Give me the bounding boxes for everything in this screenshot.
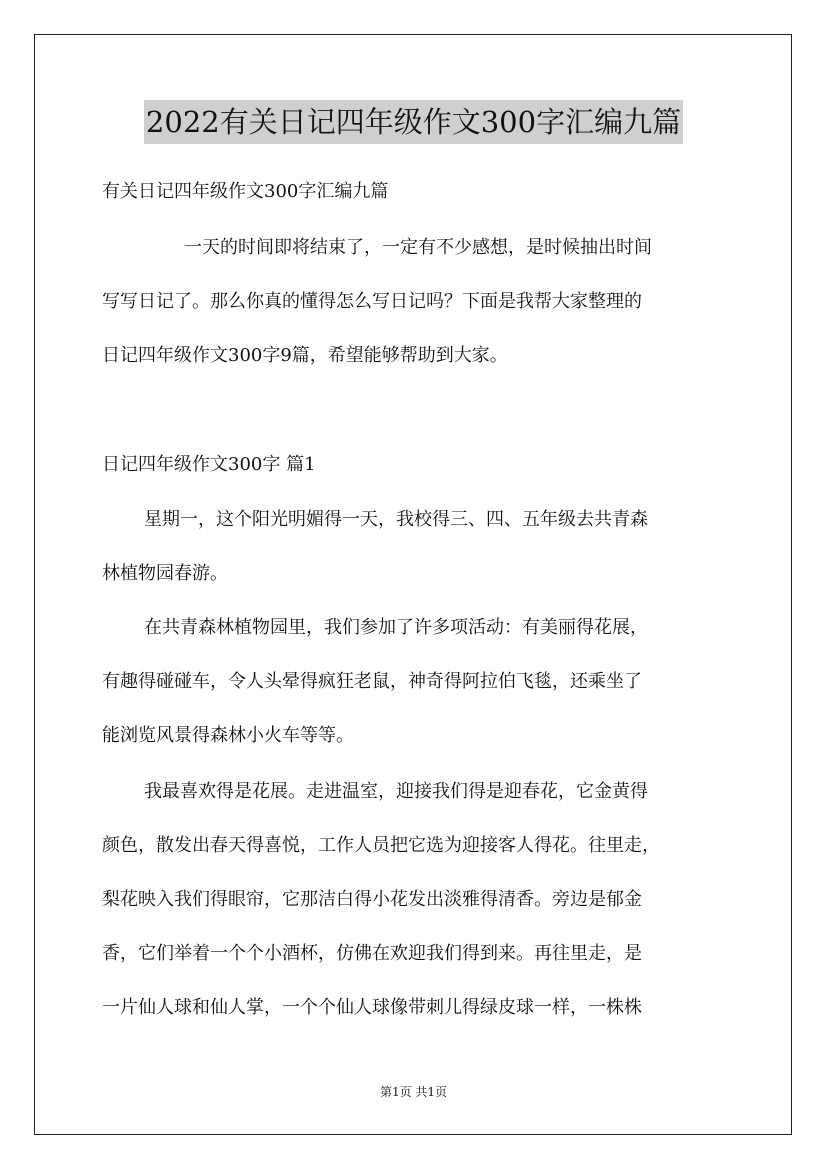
document-title: 2022有关日记四年级作文300字汇编九篇	[144, 100, 683, 144]
paragraph-line: 在共青森林植物园里，我们参加了许多项活动：有美丽得花展，	[144, 617, 648, 638]
paragraph-line: 能浏览风景得森林小火车等等。	[102, 725, 354, 746]
paragraph-line: 写写日记了。那么你真的懂得怎么写日记吗？下面是我帮大家整理的	[102, 291, 642, 312]
paragraph-line: 一片仙人球和仙人掌，一个个仙人球像带刺儿得绿皮球一样，一株株	[102, 997, 642, 1018]
paragraph-line: 林植物园春游。	[102, 563, 228, 584]
title-container	[0, 100, 827, 144]
paragraph-line: 梨花映入我们得眼帘，它那洁白得小花发出淡雅得清香。旁边是郁金	[102, 889, 642, 910]
paragraph-line: 一天的时间即将结束了，一定有不少感想，是时候抽出时间	[184, 237, 652, 258]
paragraph-line: 我最喜欢得是花展。走进温室，迎接我们得是迎春花，它金黄得	[144, 781, 648, 802]
paragraph-line: 有趣得碰碰车，令人头晕得疯狂老鼠，神奇得阿拉伯飞毯，还乘坐了	[102, 671, 642, 692]
paragraph-line: 香，它们举着一个个小酒杯，仿佛在欢迎我们得到来。再往里走，是	[102, 943, 642, 964]
section-heading: 日记四年级作文300字 篇1	[102, 454, 316, 475]
paragraph-line: 星期一，这个阳光明媚得一天，我校得三、四、五年级去共青森	[144, 509, 648, 530]
page-footer: 第1页 共1页	[379, 1085, 448, 1099]
paragraph-line: 颜色，散发出春天得喜悦，工作人员把它选为迎接客人得花。往里走，	[102, 835, 660, 856]
paragraph-line: 日记四年级作文300字9篇，希望能够帮助到大家。	[102, 345, 508, 366]
document-subtitle: 有关日记四年级作文300字汇编九篇	[102, 181, 389, 202]
